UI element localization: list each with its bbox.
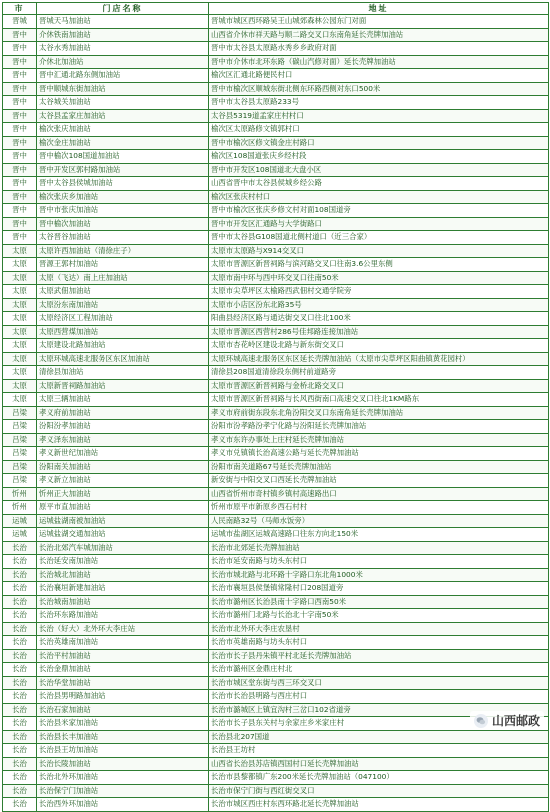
cell-store-name: 晋中榆次108国道加油站	[37, 150, 209, 164]
cell-city: 太原	[3, 393, 37, 407]
table-body	[3, 15, 549, 812]
cell-address: 太原环城高速北服务区东区延长壳牌加油站（太原市尖草坪区阳曲镇黄花园村）	[209, 352, 549, 366]
cell-address: 长治市县黎都镇广东200米延长壳牌加油站（047100）	[209, 771, 549, 785]
table-row	[3, 136, 549, 150]
cell-address: 太原市晋源区新晋祠路与金桥北路交叉口	[209, 379, 549, 393]
cell-store-name: 太谷水秀加油站	[37, 42, 209, 56]
cell-address: 山西省介休市祥天路与顺二路交叉口东南角延长壳牌加油站	[209, 28, 549, 42]
cell-address: 榆次区张庆村村口	[209, 190, 549, 204]
table-row	[3, 339, 549, 353]
table-row	[3, 312, 549, 326]
table-row	[3, 609, 549, 623]
table-row	[3, 501, 549, 515]
watermark-text: 山西邮政	[491, 714, 540, 728]
cell-city: 长治	[3, 663, 37, 677]
cell-store-name: 长治保宁门加油站	[37, 784, 209, 798]
table-row	[3, 649, 549, 663]
cell-city: 太原	[3, 258, 37, 272]
cell-city: 晋中	[3, 82, 37, 96]
cell-store-name: 长治北外环加油站	[37, 771, 209, 785]
cell-address: 孝义市府前街东段东北角汾阳交叉口东南角延长壳牌加油站	[209, 406, 549, 420]
table-row	[3, 541, 549, 555]
cell-address: 长治市英雄南路与坊头东村口	[209, 636, 549, 650]
cell-address: 长治市城北路与北环路十字路口东北角1000米	[209, 568, 549, 582]
cell-address: 孝义市兑镇镇长治高速公路与延长壳牌加油站	[209, 447, 549, 461]
gas-station-table	[2, 2, 549, 812]
cell-store-name: 原平市直加油站	[37, 501, 209, 515]
store-list-sheet	[2, 2, 548, 812]
cell-city: 太原	[3, 298, 37, 312]
cell-store-name: 孝义府前加油站	[37, 406, 209, 420]
cell-city: 吕梁	[3, 447, 37, 461]
cell-store-name: 长治石家加油站	[37, 703, 209, 717]
cell-store-name: 长治北郊汽车城加油站	[37, 541, 209, 555]
cell-city: 忻州	[3, 487, 37, 501]
column-header-address: 地址	[209, 3, 549, 15]
table-row	[3, 717, 549, 731]
cell-address: 汾阳市南关道路67号延长壳牌加油站	[209, 460, 549, 474]
cell-store-name: 长治县王坊加油站	[37, 744, 209, 758]
table-row	[3, 204, 549, 218]
column-header-store-name: 门店名称	[37, 3, 209, 15]
cell-city: 长治	[3, 582, 37, 596]
cell-city: 长治	[3, 676, 37, 690]
cell-address: 山西省长治县苏店镇西国村口延长壳牌加油站	[209, 757, 549, 771]
cell-address: 太原市小店区汾东北路35号	[209, 298, 549, 312]
cell-city: 晋中	[3, 69, 37, 83]
cell-store-name: 太原汾东南加油站	[37, 298, 209, 312]
cell-address: 长治市潞州区长治县南十字路口西南50米	[209, 595, 549, 609]
cell-address: 长治市襄垣县侯堡镇常隆村口208国道旁	[209, 582, 549, 596]
table-row	[3, 663, 549, 677]
cell-store-name: 太原环城高速北服务区东区加油站	[37, 352, 209, 366]
cell-city: 长治	[3, 609, 37, 623]
cell-address: 晋中市榆次区修文镇金庄村路口	[209, 136, 549, 150]
cell-city: 吕梁	[3, 406, 37, 420]
cell-address: 太谷县5319道孟家庄村村口	[209, 109, 549, 123]
cell-address: 长治市城区西庄村东西环路北延长壳牌加油站	[209, 798, 549, 812]
cell-address: 汾阳市汾孝路汾孝宁化路与汾阳延长壳牌加油站	[209, 420, 549, 434]
cell-city: 晋中	[3, 204, 37, 218]
table-row	[3, 433, 549, 447]
table-row	[3, 258, 549, 272]
table-row	[3, 28, 549, 42]
cell-address: 晋城市城区西环路吴王山城郊森林公园东门对面	[209, 15, 549, 29]
table-row	[3, 676, 549, 690]
cell-store-name: 长治城北加油站	[37, 568, 209, 582]
cell-store-name: 晋中榆次加油站	[37, 217, 209, 231]
cell-store-name: 长治华堂加油站	[37, 676, 209, 690]
cell-store-name: 太谷晋谷加油站	[37, 231, 209, 245]
cell-store-name: 长治金鼎加油站	[37, 663, 209, 677]
cell-store-name: 长治襄垣新建加油站	[37, 582, 209, 596]
table-row	[3, 244, 549, 258]
cell-address: 太原市尖草坪区太榆路西武佃村交通学院旁	[209, 285, 549, 299]
table-row	[3, 271, 549, 285]
cell-city: 太原	[3, 352, 37, 366]
cell-store-name: 忻州正大加油站	[37, 487, 209, 501]
cell-city: 运城	[3, 528, 37, 542]
table-row	[3, 163, 549, 177]
table-row	[3, 393, 549, 407]
cell-store-name: 太原三辆加油站	[37, 393, 209, 407]
table-row	[3, 42, 549, 56]
table-row	[3, 460, 549, 474]
table-row	[3, 420, 549, 434]
table-row	[3, 231, 549, 245]
cell-city: 太原	[3, 244, 37, 258]
table-row	[3, 298, 549, 312]
cell-store-name: 孝义泽东加油站	[37, 433, 209, 447]
cell-city: 长治	[3, 771, 37, 785]
table-row	[3, 325, 549, 339]
table-row	[3, 123, 549, 137]
cell-city: 运城	[3, 514, 37, 528]
cell-store-name: 晋源王郭村加油站	[37, 258, 209, 272]
cell-city: 长治	[3, 568, 37, 582]
cell-city: 吕梁	[3, 433, 37, 447]
cell-city: 晋中	[3, 177, 37, 191]
table-row	[3, 177, 549, 191]
cell-city: 长治	[3, 622, 37, 636]
cell-store-name: 太原许西加油站（清徐庄子）	[37, 244, 209, 258]
cell-address: 晋中市榆次区顺城东街北侧东环路西侧对东口500米	[209, 82, 549, 96]
cell-address: 山西省晋中市太谷县侯城乡经公路	[209, 177, 549, 191]
cell-store-name: 长治平村加油站	[37, 649, 209, 663]
cell-address: 晋中市太谷县G108国道北侧村道口（近三合家）	[209, 231, 549, 245]
cell-city: 晋中	[3, 109, 37, 123]
cell-address: 晋中市开发区108国道北大盘小区	[209, 163, 549, 177]
cell-address: 太原市南中环与西中环交叉口往南50米	[209, 271, 549, 285]
cell-store-name: 太原西营煤加油站	[37, 325, 209, 339]
cell-address: 太原市太原路与X914交叉口	[209, 244, 549, 258]
table-row	[3, 190, 549, 204]
table-row	[3, 82, 549, 96]
cell-address: 忻州市原平市新原乡西石村村	[209, 501, 549, 515]
cell-address: 榆次区108国道张庆乡经村段	[209, 150, 549, 164]
table-row	[3, 352, 549, 366]
chat-bubble-icon	[474, 714, 488, 728]
cell-city: 长治	[3, 595, 37, 609]
cell-store-name: 榆次张庆乡加油站	[37, 190, 209, 204]
table-row	[3, 55, 549, 69]
cell-city: 晋中	[3, 231, 37, 245]
table-row	[3, 96, 549, 110]
cell-address: 长治市长子县东关村与余家庄乡米家庄村	[209, 717, 549, 731]
cell-address: 新安街与中阳交叉口西延长壳牌加油站	[209, 474, 549, 488]
cell-address: 长治市潞城区上镇宜沟村三岔口102省道旁	[209, 703, 549, 717]
cell-address: 山西省忻州市奇村镇乡镇村高速路出口	[209, 487, 549, 501]
cell-city: 长治	[3, 730, 37, 744]
cell-city: 太原	[3, 271, 37, 285]
cell-store-name: 晋中开发区郭村路加油站	[37, 163, 209, 177]
cell-address: 人民南路32号（马师水饭旁）	[209, 514, 549, 528]
cell-address: 长治市延安南路与坊头东村口	[209, 555, 549, 569]
cell-store-name: 长治县男明路加油站	[37, 690, 209, 704]
cell-address: 长治县北207国道	[209, 730, 549, 744]
cell-city: 晋中	[3, 217, 37, 231]
cell-address: 晋中市介休市北环东路（碳山汽修对面）延长壳牌加油站	[209, 55, 549, 69]
table-row	[3, 730, 549, 744]
table-row	[3, 150, 549, 164]
cell-store-name: 太原（飞达）南上庄加油站	[37, 271, 209, 285]
cell-store-name: 长治环东路加油站	[37, 609, 209, 623]
table-row	[3, 595, 549, 609]
cell-city: 长治	[3, 636, 37, 650]
cell-city: 忻州	[3, 501, 37, 515]
cell-address: 长治市潞州区金鼎庄村北	[209, 663, 549, 677]
cell-address: 孝义市东许办事处上庄村延长壳牌加油站	[209, 433, 549, 447]
cell-address: 阳曲县经济区路与通达街交叉口往北100米	[209, 312, 549, 326]
cell-city: 晋中	[3, 163, 37, 177]
cell-address: 晋中市太谷县太原路233号	[209, 96, 549, 110]
table-row	[3, 636, 549, 650]
cell-city: 晋中	[3, 190, 37, 204]
table-row	[3, 784, 549, 798]
cell-store-name: 长治长陵加油站	[37, 757, 209, 771]
cell-city: 吕梁	[3, 460, 37, 474]
cell-store-name: 介休北加油站	[37, 55, 209, 69]
cell-store-name: 汾阳汾孝加油站	[37, 420, 209, 434]
table-row	[3, 703, 549, 717]
cell-city: 晋中	[3, 150, 37, 164]
table-row	[3, 366, 549, 380]
cell-store-name: 孝义新立加油站	[37, 474, 209, 488]
cell-city: 太原	[3, 312, 37, 326]
cell-address: 晋中市太谷县太原路水秀乡乡政府对面	[209, 42, 549, 56]
cell-store-name: 长治县米家加油站	[37, 717, 209, 731]
cell-city: 晋中	[3, 55, 37, 69]
table-row	[3, 771, 549, 785]
table-row	[3, 757, 549, 771]
table-row	[3, 474, 549, 488]
cell-address: 太原市晋源区西营村286号佳邦路连接加油站	[209, 325, 549, 339]
cell-city: 晋中	[3, 28, 37, 42]
cell-address: 榆次区汇通北路便民村口	[209, 69, 549, 83]
cell-address: 长治市北外环大李庄农垦村	[209, 622, 549, 636]
cell-city: 晋中	[3, 42, 37, 56]
table-row	[3, 379, 549, 393]
cell-store-name: 长治延安南加油站	[37, 555, 209, 569]
cell-city: 晋中	[3, 96, 37, 110]
cell-store-name: 太原经济区工程加油站	[37, 312, 209, 326]
cell-city: 长治	[3, 784, 37, 798]
cell-store-name: 晋中太谷县侯城加油站	[37, 177, 209, 191]
cell-address: 运城市盐湖区运城高速路口往东方向北150米	[209, 528, 549, 542]
cell-store-name: 晋中市张庆加油站	[37, 204, 209, 218]
cell-city: 太原	[3, 339, 37, 353]
table-row	[3, 69, 549, 83]
table-row	[3, 447, 549, 461]
cell-store-name: 长治（好大）北外环大李庄站	[37, 622, 209, 636]
cell-city: 太原	[3, 285, 37, 299]
cell-city: 吕梁	[3, 474, 37, 488]
table-row	[3, 406, 549, 420]
cell-address: 晋中市开发区汇通路与大学街路口	[209, 217, 549, 231]
table-row	[3, 690, 549, 704]
cell-city: 长治	[3, 690, 37, 704]
cell-address: 晋中市榆次区张庆乡修文村对面108国道旁	[209, 204, 549, 218]
cell-address: 长治市城区堂东街与西三环交叉口	[209, 676, 549, 690]
cell-address: 太原市晋源区新晋祠路与滨河路交叉口往南3.6公里东侧	[209, 258, 549, 272]
cell-store-name: 长治县长丰加油站	[37, 730, 209, 744]
table-row	[3, 285, 549, 299]
table-row	[3, 528, 549, 542]
cell-city: 长治	[3, 798, 37, 812]
cell-city: 太原	[3, 379, 37, 393]
cell-store-name: 太谷城关加油站	[37, 96, 209, 110]
cell-store-name: 长治西外环加油站	[37, 798, 209, 812]
cell-store-name: 晋中顺城东街加油站	[37, 82, 209, 96]
cell-store-name: 介休铁南加油站	[37, 28, 209, 42]
cell-city: 长治	[3, 649, 37, 663]
cell-store-name: 孝义新世纪加油站	[37, 447, 209, 461]
cell-address: 长治市长治县明路与西庄村口	[209, 690, 549, 704]
cell-store-name: 长治城南加油站	[37, 595, 209, 609]
cell-address: 长治市长子县丹朱镇平村北延长壳牌加油站	[209, 649, 549, 663]
cell-store-name: 榆次张庆加油站	[37, 123, 209, 137]
cell-store-name: 运城盐湖南被加油站	[37, 514, 209, 528]
cell-city: 晋城	[3, 15, 37, 29]
cell-address: 长治市北郊延长壳牌加油站	[209, 541, 549, 555]
cell-city: 吕梁	[3, 420, 37, 434]
cell-city: 长治	[3, 744, 37, 758]
table-row	[3, 109, 549, 123]
cell-address: 太原市杏花岭区建设北路与新东街交叉口	[209, 339, 549, 353]
table-row	[3, 798, 549, 812]
cell-store-name: 晋中汇通北路东侧加油站	[37, 69, 209, 83]
cell-store-name: 运城盐湖交通加油站	[37, 528, 209, 542]
cell-store-name: 长治英雄南加油站	[37, 636, 209, 650]
table-row	[3, 555, 549, 569]
cell-city: 晋中	[3, 123, 37, 137]
table-row	[3, 15, 549, 29]
cell-address: 榆次区太原路修文镇郭村口	[209, 123, 549, 137]
cell-store-name: 太原武佃加油站	[37, 285, 209, 299]
cell-store-name: 太原建设北路加油站	[37, 339, 209, 353]
cell-store-name: 太原新晋祠路加油站	[37, 379, 209, 393]
cell-address: 太原市晋源区新晋祠路与长风西街南口高速交叉口往北1KM路东	[209, 393, 549, 407]
cell-store-name: 晋城天马加油站	[37, 15, 209, 29]
table-row	[3, 487, 549, 501]
cell-city: 晋中	[3, 136, 37, 150]
watermark-badge	[470, 711, 544, 730]
table-row	[3, 622, 549, 636]
cell-address: 清徐县208国道清徐段东侧村前道路旁	[209, 366, 549, 380]
table-row	[3, 568, 549, 582]
table-row	[3, 514, 549, 528]
cell-store-name: 清徐县加油站	[37, 366, 209, 380]
cell-city: 长治	[3, 717, 37, 731]
table-row	[3, 582, 549, 596]
table-row	[3, 217, 549, 231]
cell-address: 长治市潞州门北路与长治北十字南50米	[209, 609, 549, 623]
cell-city: 长治	[3, 541, 37, 555]
cell-city: 太原	[3, 366, 37, 380]
cell-address: 长治市保宁门街与西红街交叉口	[209, 784, 549, 798]
cell-address: 长治县王坊村	[209, 744, 549, 758]
cell-store-name: 汾阳南关加油站	[37, 460, 209, 474]
cell-city: 太原	[3, 325, 37, 339]
cell-store-name: 太谷县孟家庄加油站	[37, 109, 209, 123]
cell-city: 长治	[3, 555, 37, 569]
column-header-city: 市	[3, 3, 37, 15]
cell-store-name: 榆次金庄加油站	[37, 136, 209, 150]
table-header-row	[3, 3, 549, 15]
cell-city: 长治	[3, 757, 37, 771]
cell-city: 长治	[3, 703, 37, 717]
table-row	[3, 744, 549, 758]
